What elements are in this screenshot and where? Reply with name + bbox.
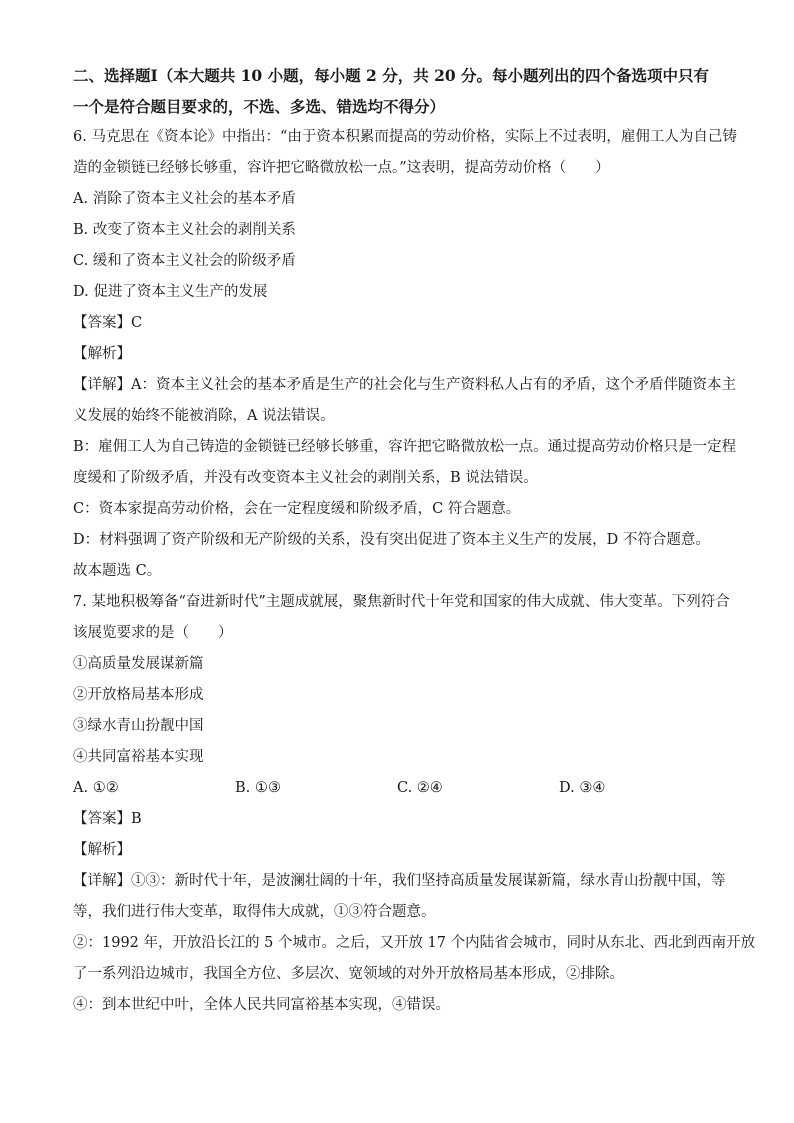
q6-detail-line-2: 义发展的始终不能被消除，A 说法错误。: [73, 408, 335, 424]
q6-detail-line-4: 度缓和了阶级矛盾，并没有改变资本主义社会的剥削关系，B 说法错误。: [73, 470, 538, 486]
q6-answer: 【答案】C: [73, 315, 143, 331]
q6-detail-line-1: 【详解】A：资本主义社会的基本矛盾是生产的社会化与生产资料私人占有的矛盾，这个矛盾伴随资本主: [73, 377, 736, 393]
q6-option-b: B. 改变了资本主义社会的剥削关系: [73, 222, 296, 238]
q7-detail-line-4: 了一系列沿边城市，我国全方位、多层次、宽领域的对外开放格局基本形成，②排除。: [73, 966, 624, 982]
q7-option-a: A. ①②: [73, 780, 119, 796]
document-page: [73, 60, 756, 1021]
q7-option-d: D. ③④: [559, 780, 606, 796]
q7-answer: 【答案】B: [73, 811, 142, 827]
q7-detail-line-3: ②：1992 年，开放沿长江的 5 个城市。之后，又开放 17 个内陆省会城市，同时从东北、西北到西南开放: [73, 935, 756, 951]
q6-detail-line-5: C：资本家提高劳动价格，会在一定程度缓和阶级矛盾，C 符合题意。: [73, 501, 521, 517]
q6-option-d: D. 促进了资本主义生产的发展: [73, 284, 268, 300]
q7-item-1: ①高质量发展谋新篇: [73, 656, 204, 672]
q6-detail-line-6: D：材料强调了资产阶级和无产阶级的关系，没有突出促进了资本主义生产的发展，D 不符合题意。: [73, 532, 710, 548]
q7-option-c: C. ②④: [397, 780, 443, 796]
q7-analysis-label: 【解析】: [73, 842, 131, 858]
q7-stem-line-2: 该展览要求的是（ ）: [73, 625, 233, 641]
q7-item-4: ④共同富裕基本实现: [73, 749, 204, 765]
q7-stem-line-1: 7. 某地积极筹备“奋进新时代”主题成就展，聚焦新时代十年党和国家的伟大成就、伟大变革。下列符合: [73, 594, 730, 610]
section-title-line-1: 二、选择题Ⅰ（本大题共 10 小题，每小题 2 分，共 20 分。每小题列出的四个备选项中只有: [73, 66, 710, 85]
question-6: [73, 122, 737, 587]
q7-item-2: ②开放格局基本形成: [73, 687, 204, 703]
q7-item-3: ③绿水青山扮靓中国: [73, 718, 204, 734]
q6-detail-line-7: 故本题选 C。: [73, 563, 162, 579]
q6-analysis-label: 【解析】: [73, 346, 131, 362]
q6-detail-line-3: B：雇佣工人为自己铸造的金锁链已经够长够重，容许把它略微放松一点。通过提高劳动价格只是一定程: [73, 439, 737, 455]
question-7: [73, 587, 756, 1021]
q6-stem-line-2: 造的金锁链已经够长够重，容许把它略微放松一点。”这表明，提高劳动价格（ ）: [73, 160, 610, 176]
q7-options-row: [73, 773, 723, 804]
q7-detail-line-1: 【详解】①③：新时代十年，是波澜壮阔的十年，我们坚持高质量发展谋新篇，绿水青山扮靓中国，等: [73, 873, 726, 889]
q7-detail-line-5: ④：到本世纪中叶，全体人民共同富裕基本实现，④错误。: [73, 997, 450, 1013]
q6-option-c: C. 缓和了资本主义社会的阶级矛盾: [73, 253, 296, 269]
q7-detail-line-2: 等，我们进行伟大变革，取得伟大成就，①③符合题意。: [73, 904, 436, 920]
q7-option-b: B. ①③: [235, 780, 281, 796]
q6-stem-line-1: 6. 马克思在《资本论》中指出：“由于资本积累而提高的劳动价格，实际上不过表明，雇佣工人为自己铸: [73, 129, 737, 145]
q6-option-a: A. 消除了资本主义社会的基本矛盾: [73, 191, 296, 207]
section-title-line-2: 一个是符合题目要求的，不选、多选、错选均不得分）: [73, 97, 446, 116]
